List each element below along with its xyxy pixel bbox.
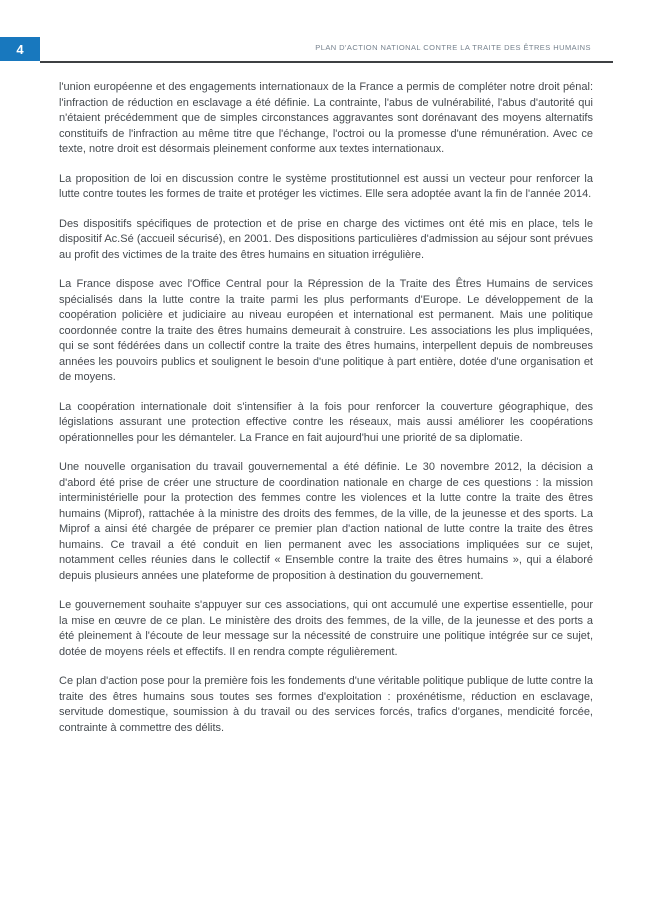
paragraph: Des dispositifs spécifiques de protection et de prise en charge des victimes ont été mis en place, tels le dispositif Ac.Sé (accueil sécurisé), en 2001. Des dispositions particulières d'admission au séjour sont prévues au profit des victimes de la traite des êtres humains en situation irrégulière.: [59, 217, 593, 261]
paragraph: Le gouvernement souhaite s'appuyer sur ces associations, qui ont accumulé une expertise essentielle, pour la mise en œuvre de ce plan. Le ministère des droits des femmes, de la ville, de la jeunesse et des ports a été pleinement à l'écoute de leur message sur la nécessité de construire une politique intégrée sur ce sujet, dotée de moyens réels et effectifs. Il en rendra compte régulièrement.: [59, 599, 593, 658]
running-header-title: PLAN D'ACTION NATIONAL CONTRE LA TRAITE DES ÊTRES HUMAINS: [315, 43, 591, 52]
paragraph: La coopération internationale doit s'intensifier à la fois pour renforcer la couverture géographique, des législations assurant une protection effective contre les réseaux, mais aussi améliorer les coopérations opérationnelles pour les démanteler. La France en fait aujourd'hui une priorité de sa diplomatie.: [59, 400, 593, 444]
paragraph: La France dispose avec l'Office Central pour la Répression de la Traite des Êtres Humains de services spécialisés dans la lutte contre la traite parmi les plus performants d'Europe. Le développement de la coopération policière et judiciaire au niveau européen et international est permanent. Mais une politique coordonnée contre la traite des êtres humains demeurait à construire. Les associations les plus impliquées, qui se sont fédérées dans un collectif contre la traite des êtres humains, interpellent depuis de nombreuses années les pouvoirs publics et soulignent le besoin d'une politique à part entière, dotée d'une organisation et de moyens.: [59, 278, 593, 383]
page-number-badge: [0, 37, 40, 61]
document-body: [59, 80, 593, 750]
paragraph: La proposition de loi en discussion contre le système prostitutionnel est aussi un vecteur pour renforcer la lutte contre toutes les formes de traite et protéger les victimes. Elle sera adoptée avant la fin de l'année 2014.: [59, 172, 593, 200]
header-rule: [40, 61, 613, 63]
page-number: 4: [16, 41, 24, 57]
paragraph: l'union européenne et des engagements internationaux de la France a permis de compléter notre droit pénal: l'infraction de réduction en esclavage a été définie. La contrainte, l'abus de vulnérabilité, l'abus d'autorité qui n'étaient précédemment que de simples circonstances aggravantes sont dorénavant des moyens alternatifs constituifs de l'infraction au même titre que l'échange, l'octroi ou la promesse d'une rémunération. Avec ce texte, notre droit est désormais pleinement conforme aux textes internationaux.: [59, 81, 593, 155]
paragraph: Une nouvelle organisation du travail gouvernemental a été définie. Le 30 novembre 2012, la décision a d'abord été prise de créer une structure de coordination nationale en charge de ces questions : la mission interministérielle pour la protection des femmes contre les violences et la lutte contre la traite des êtres humains (Miprof), rattachée à la ministre des droits des femmes, de la ville, de la jeunesse et des sports. La Miprof a ainsi été chargée de préparer ce premier plan d'action national de lutte contre la traite des êtres humains. Ce travail a été conduit en lien permanent avec les associations impliquées sur ce sujet, notamment celles réunies dans le collectif « Ensemble contre la traite des êtres humains », qui a élaboré depuis plusieurs années une plateforme de proposition à destination du gouvernement.: [59, 461, 593, 582]
paragraph: Ce plan d'action pose pour la première fois les fondements d'une véritable politique publique de lutte contre la traite des êtres humains sous toutes ses formes d'exploitation : proxénétisme, réduction en esclavage, servitude domestique, soumission à du travail ou des services forcés, trafics d'organes, mendicité forcée, contrainte à commettre des délits.: [59, 675, 593, 734]
